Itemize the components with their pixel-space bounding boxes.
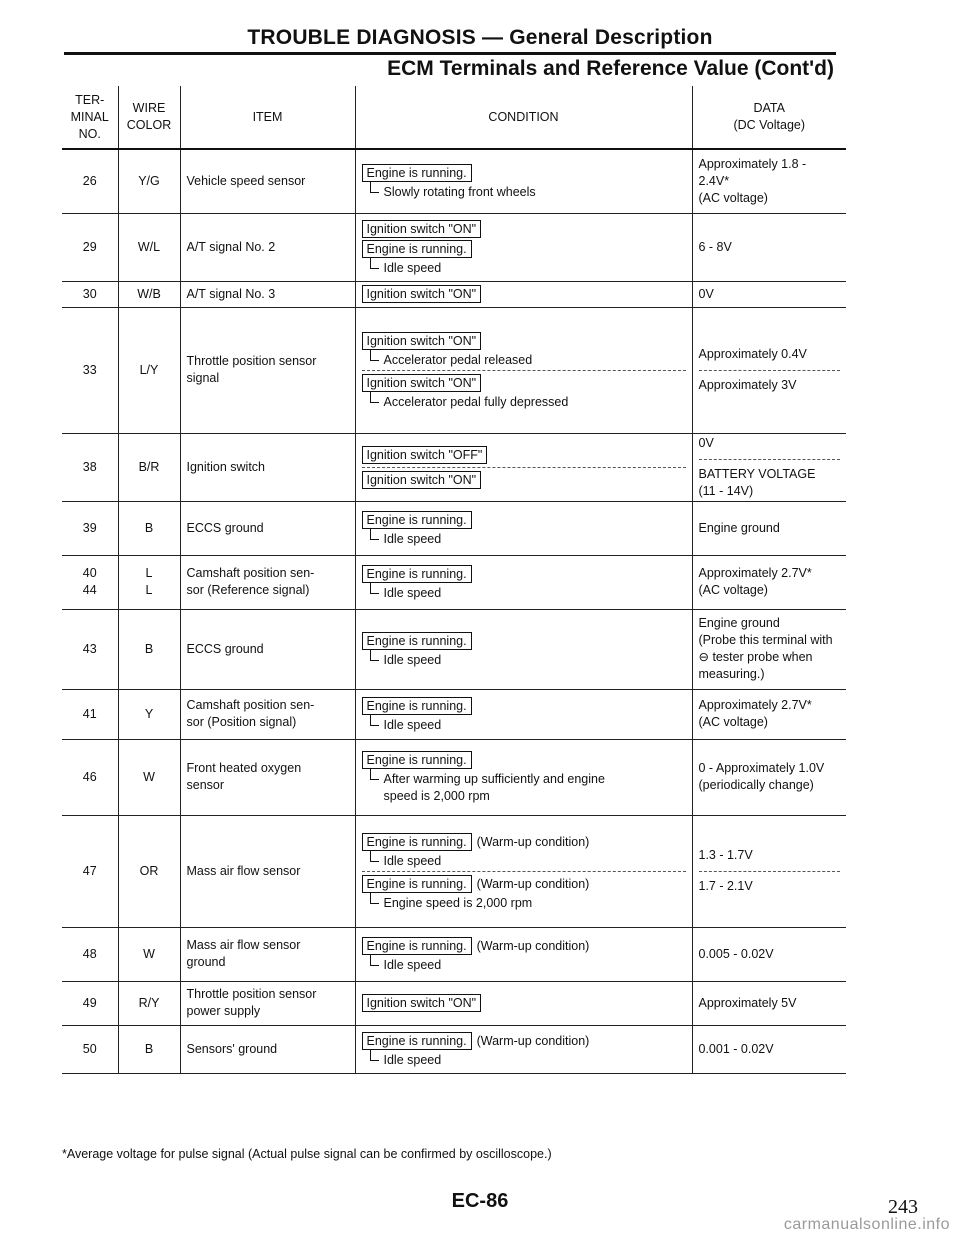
condition-box: Engine is running. [362,833,472,851]
condition-line [362,332,686,350]
section-subtitle: ECM Terminals and Reference Value (Cont'd) [387,57,834,80]
condition-box: Ignition switch "ON" [362,471,482,489]
condition-sub-text: Idle speed [383,652,442,667]
condition-sub [362,260,686,277]
wire-color: L [145,566,153,580]
condition-line [362,632,686,650]
data-value: 0V [698,435,714,450]
condition-line [362,937,686,955]
data-value: Engine ground (Probe this terminal with ⊖ tester probe when measuring.) [698,616,833,681]
condition-block [362,1029,686,1070]
elbow-connector-icon [370,649,379,661]
elbow-connector-icon [370,349,379,361]
condition-block [362,694,686,735]
elbow-connector-icon [370,528,379,540]
wire-color: W [143,946,155,961]
item-cell: ECCS ground [180,501,355,555]
data-value: Approximately 1.8 - 2.4V* (AC voltage) [698,156,807,205]
data-value: BATTERY VOLTAGE (11 - 14V) [699,459,841,501]
terminal-number: 47 [82,863,97,878]
elbow-connector-icon [370,181,379,193]
condition-sub [362,531,686,548]
condition-sub-text: After warming up sufficiently and engine speed is 2,000 rpm [383,772,605,803]
terminal-cell [62,815,118,927]
page-title: TROUBLE DIAGNOSIS — General Description [247,26,713,49]
terminal-cell [62,213,118,281]
condition-line [362,565,686,583]
condition-sub [362,717,686,734]
data-cell [692,433,846,501]
item-cell: Camshaft position sen- sor (Position signal) [180,689,355,739]
condition-sub-text: Accelerator pedal released [383,352,533,367]
elbow-connector-icon [370,714,379,726]
condition-box: Ignition switch "OFF" [362,446,488,464]
terminal-cell [62,433,118,501]
table-row [62,149,846,213]
elbow-connector-icon [370,954,379,966]
terminal-cell [62,307,118,433]
condition-sub-text: Idle speed [383,957,442,972]
wire-color-cell [118,739,180,815]
condition-line [362,833,686,851]
wire-color: Y/G [138,173,160,188]
condition-sub [362,585,686,602]
header-condition: CONDITION [355,86,692,149]
terminal-number: 46 [82,769,97,784]
header-terminal-no: TER- MINAL NO. [62,86,118,149]
terminal-cell [62,1025,118,1073]
condition-box: Ignition switch "ON" [362,285,482,303]
condition-sub-text: Accelerator pedal fully depressed [383,394,569,409]
item-cell: ECCS ground [180,609,355,689]
condition-line [362,751,686,769]
table-body [62,149,846,1073]
elbow-connector-icon [370,768,379,780]
condition-sub [362,853,686,870]
condition-sub [362,184,686,201]
condition-sub [362,771,686,805]
condition-sub [362,352,686,369]
item-cell: Mass air flow sensor ground [180,927,355,981]
wire-color: B [144,520,154,535]
terminal-cell [62,927,118,981]
condition-extra: (Warm-up condition) [476,834,590,849]
condition-block [362,748,686,806]
data-cell [692,213,846,281]
condition-box: Ignition switch "ON" [362,374,482,392]
terminal-cell [62,739,118,815]
condition-line [362,220,686,238]
data-value: Engine ground [698,520,780,535]
table-row [62,981,846,1025]
condition-box: Engine is running. [362,875,472,893]
condition-block [362,467,686,492]
page-number: 243 [888,1196,918,1218]
condition-box: Engine is running. [362,1032,472,1050]
condition-sub-text: Idle speed [383,260,442,275]
data-value: Approximately 3V [699,370,841,395]
condition-block [362,562,686,603]
data-cell [692,815,846,927]
condition-line [362,994,686,1012]
wire-color: OR [139,863,159,878]
condition-cell [355,281,692,307]
table-row [62,739,846,815]
wire-color-cell [118,815,180,927]
condition-cell [355,555,692,609]
condition-cell [355,1025,692,1073]
condition-line [362,446,686,464]
item-cell: Throttle position sensor signal [180,307,355,433]
item-cell: Throttle position sensor power supply [180,981,355,1025]
elbow-connector-icon [370,892,379,904]
wire-color-cell [118,981,180,1025]
terminal-number: 29 [82,239,97,254]
table-row [62,815,846,927]
elbow-connector-icon [370,391,379,403]
condition-cell [355,981,692,1025]
data-value: 1.3 - 1.7V [698,848,753,862]
table-row [62,689,846,739]
wire-color-cell [118,281,180,307]
condition-sub-text: Engine speed is 2,000 rpm [383,895,533,910]
item-cell: A/T signal No. 3 [180,281,355,307]
title-rule [64,52,836,55]
terminal-number: 33 [82,362,97,377]
elbow-connector-icon [370,582,379,594]
condition-block [362,161,686,202]
condition-extra: (Warm-up condition) [476,876,590,891]
elbow-connector-icon [370,257,379,269]
condition-sub [362,895,686,912]
terminal-number: 43 [82,641,97,656]
data-value: 0V [698,286,714,301]
data-cell [692,689,846,739]
terminal-cell [62,501,118,555]
item-cell: Camshaft position sen- sor (Reference signal) [180,555,355,609]
condition-cell [355,149,692,213]
condition-box: Engine is running. [362,164,472,182]
condition-sub [362,652,686,669]
table-row [62,281,846,307]
condition-line [362,240,686,258]
terminal-number: 49 [82,995,97,1010]
data-value: Approximately 5V [698,995,797,1010]
condition-box: Engine is running. [362,751,472,769]
condition-cell [355,927,692,981]
data-cell [692,739,846,815]
item-cell: Vehicle speed sensor [180,149,355,213]
condition-line [362,285,686,303]
watermark: carmanualsonline.info [783,1216,950,1233]
condition-line [362,164,686,182]
wire-color-cell [118,307,180,433]
condition-box: Ignition switch "ON" [362,220,482,238]
data-cell [692,307,846,433]
condition-cell [355,307,692,433]
data-value: 1.7 - 2.1V [699,871,841,896]
condition-box: Engine is running. [362,240,472,258]
table-row [62,1025,846,1073]
condition-box: Engine is running. [362,697,472,715]
data-value: 6 - 8V [698,239,732,254]
wire-color: W/B [137,286,161,301]
table-row [62,433,846,501]
terminal-cell [62,981,118,1025]
data-cell [692,981,846,1025]
footnote: *Average voltage for pulse signal (Actual pulse signal can be confirmed by oscilloscope.) [62,1147,552,1161]
condition-block [362,871,686,913]
item-cell: Sensors' ground [180,1025,355,1073]
terminal-number: 41 [82,706,97,721]
condition-sub-text: Slowly rotating front wheels [383,184,536,199]
condition-block [362,329,686,370]
table-header-row [62,86,846,149]
terminal-cell [62,689,118,739]
wire-color-cell [118,501,180,555]
wire-color: W [143,769,155,784]
data-cell [692,609,846,689]
condition-sub [362,1052,686,1069]
condition-box: Engine is running. [362,937,472,955]
terminal-number: 44 [82,583,97,597]
wire-color-cell [118,433,180,501]
terminal-number: 39 [82,520,97,535]
terminal-number: 40 [82,566,97,580]
elbow-connector-icon [370,850,379,862]
wire-color-cell [118,689,180,739]
item-cell: Mass air flow sensor [180,815,355,927]
terminal-number: 26 [82,173,97,188]
condition-cell [355,433,692,501]
condition-block [362,443,686,467]
wire-color-cell [118,149,180,213]
wire-color: L [145,583,153,597]
terminal-number: 50 [82,1041,97,1056]
condition-line [362,374,686,392]
condition-block [362,370,686,412]
wire-color-cell [118,555,180,609]
elbow-connector-icon [370,1049,379,1061]
wire-color-cell [118,1025,180,1073]
wire-color: W/L [137,239,161,254]
condition-block [362,508,686,549]
header-data: DATA (DC Voltage) [692,86,846,149]
terminal-number: 30 [82,286,97,301]
condition-box: Engine is running. [362,565,472,583]
data-value: Approximately 2.7V* (AC voltage) [698,698,812,729]
wire-color: Y [144,706,154,721]
data-cell [692,501,846,555]
condition-block [362,991,686,1015]
data-cell [692,149,846,213]
condition-cell [355,815,692,927]
wire-color: B/R [138,459,160,474]
terminal-cell [62,555,118,609]
wire-color-cell [118,609,180,689]
terminal-cell [62,281,118,307]
table-row [62,609,846,689]
item-cell: Ignition switch [180,433,355,501]
condition-block [362,282,686,306]
data-value: Approximately 0.4V [698,347,807,361]
condition-cell [355,213,692,281]
data-cell [692,281,846,307]
terminal-cell [62,149,118,213]
condition-sub-text: Idle speed [383,853,442,868]
condition-extra: (Warm-up condition) [476,1033,590,1048]
condition-sub-text: Idle speed [383,1052,442,1067]
terminal-number: 48 [82,946,97,961]
condition-sub-text: Idle speed [383,717,442,732]
condition-line [362,875,686,893]
data-cell [692,555,846,609]
condition-cell [355,739,692,815]
condition-line [362,511,686,529]
data-cell [692,1025,846,1073]
condition-box: Ignition switch "ON" [362,994,482,1012]
wire-color: B [144,641,154,656]
table-row [62,927,846,981]
terminal-number: 38 [82,459,97,474]
table-row [62,501,846,555]
header-item: ITEM [180,86,355,149]
condition-line [362,697,686,715]
condition-sub [362,957,686,974]
condition-cell [355,689,692,739]
data-value: 0.001 - 0.02V [698,1041,774,1056]
table-row [62,555,846,609]
condition-extra: (Warm-up condition) [476,938,590,953]
wire-color: R/Y [138,995,160,1010]
wire-color-cell [118,213,180,281]
data-value: 0 - Approximately 1.0V (periodically change) [698,761,825,792]
condition-line [362,471,686,489]
item-cell: A/T signal No. 2 [180,213,355,281]
condition-box: Engine is running. [362,511,472,529]
wire-color: B [144,1041,154,1056]
condition-sub [362,394,686,411]
condition-block [362,830,686,871]
data-value: 0.005 - 0.02V [698,946,774,961]
condition-sub-text: Idle speed [383,531,442,546]
wire-color: L/Y [139,362,159,377]
header-wire-color: WIRE COLOR [118,86,180,149]
ecm-terminals-table [62,86,846,1074]
table-row [62,213,846,281]
condition-block [362,217,686,278]
data-value: Approximately 2.7V* (AC voltage) [698,566,812,597]
wire-color-cell [118,927,180,981]
page-code: EC-86 [451,1190,509,1212]
condition-box: Engine is running. [362,632,472,650]
terminal-cell [62,609,118,689]
condition-cell [355,609,692,689]
condition-block [362,934,686,975]
data-cell [692,927,846,981]
condition-sub-text: Idle speed [383,585,442,600]
item-cell: Front heated oxygen sensor [180,739,355,815]
condition-cell [355,501,692,555]
condition-line [362,1032,686,1050]
table-row [62,307,846,433]
condition-box: Ignition switch "ON" [362,332,482,350]
condition-block [362,629,686,670]
